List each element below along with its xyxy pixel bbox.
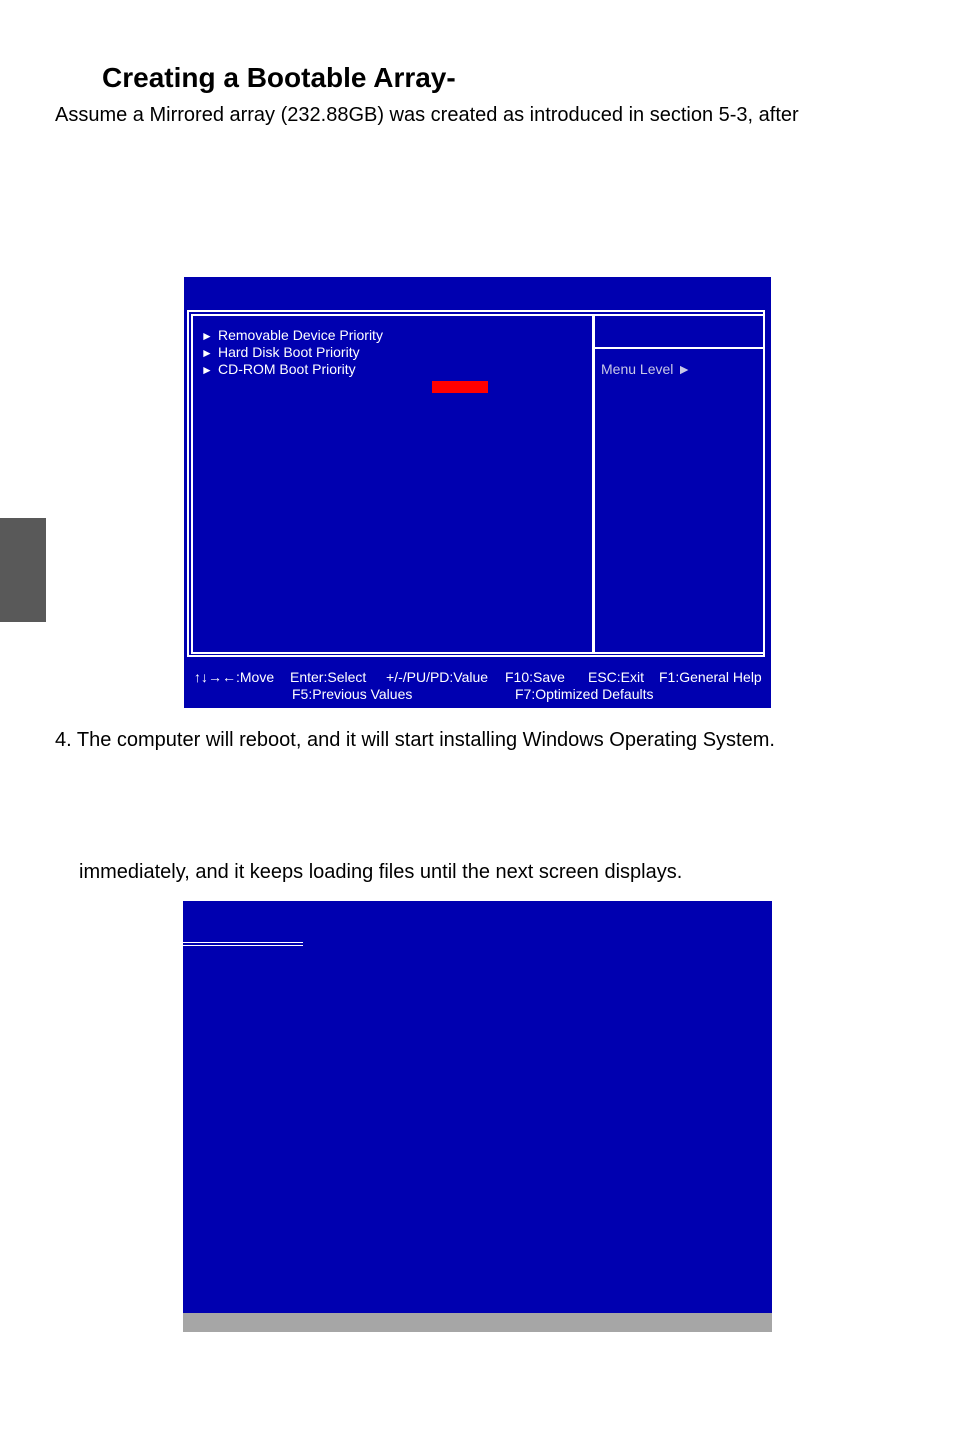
redacted-highlight [432,381,488,393]
page-title: Creating a Bootable Array- [102,62,456,93]
step-4-paragraph: 4. The computer will reboot, and it will start installing Windows Operating System. [55,729,775,751]
setup-title-underline [183,942,303,946]
footer-exit-hint: ESC:Exit [588,669,645,685]
bios-help-header [593,314,765,349]
windows-setup-screen [183,901,772,1332]
triangle-right-icon: ► [201,363,213,377]
footer-value-hint: +/-/PU/PD:Value [386,669,489,685]
footer-previous-hint: F5:Previous Values [292,686,413,702]
bios-item-cd-rom-boot-priority[interactable] [201,361,356,377]
bios-item-label: CD-ROM Boot Priority [218,361,356,377]
step-4-continuation: immediately, and it keeps loading files until the next screen displays. [79,861,683,883]
triangle-right-icon: ► [201,346,213,360]
setup-status-bar [183,1313,772,1332]
footer-save-hint: F10:Save [505,669,565,685]
footer-help-hint: F1:General Help [659,669,762,685]
intro-paragraph: Assume a Mirrored array (232.88GB) was created as introduced in section 5-3, after [55,104,799,126]
bios-item-label: Hard Disk Boot Priority [218,344,360,360]
chapter-side-tab [0,518,46,622]
triangle-right-icon: ► [201,329,213,343]
footer-move-hint: ↑↓→←:Move [194,669,275,685]
footer-select-hint: Enter:Select [290,669,367,685]
footer-optimized-hint: F7:Optimized Defaults [515,686,654,702]
bios-item-removable-device-priority[interactable] [201,327,383,343]
menu-level-label: Menu Level ► [601,361,692,377]
bios-item-hard-disk-boot-priority[interactable] [201,344,360,360]
bios-help-panel [593,347,765,654]
bios-item-label: Removable Device Priority [218,327,383,343]
